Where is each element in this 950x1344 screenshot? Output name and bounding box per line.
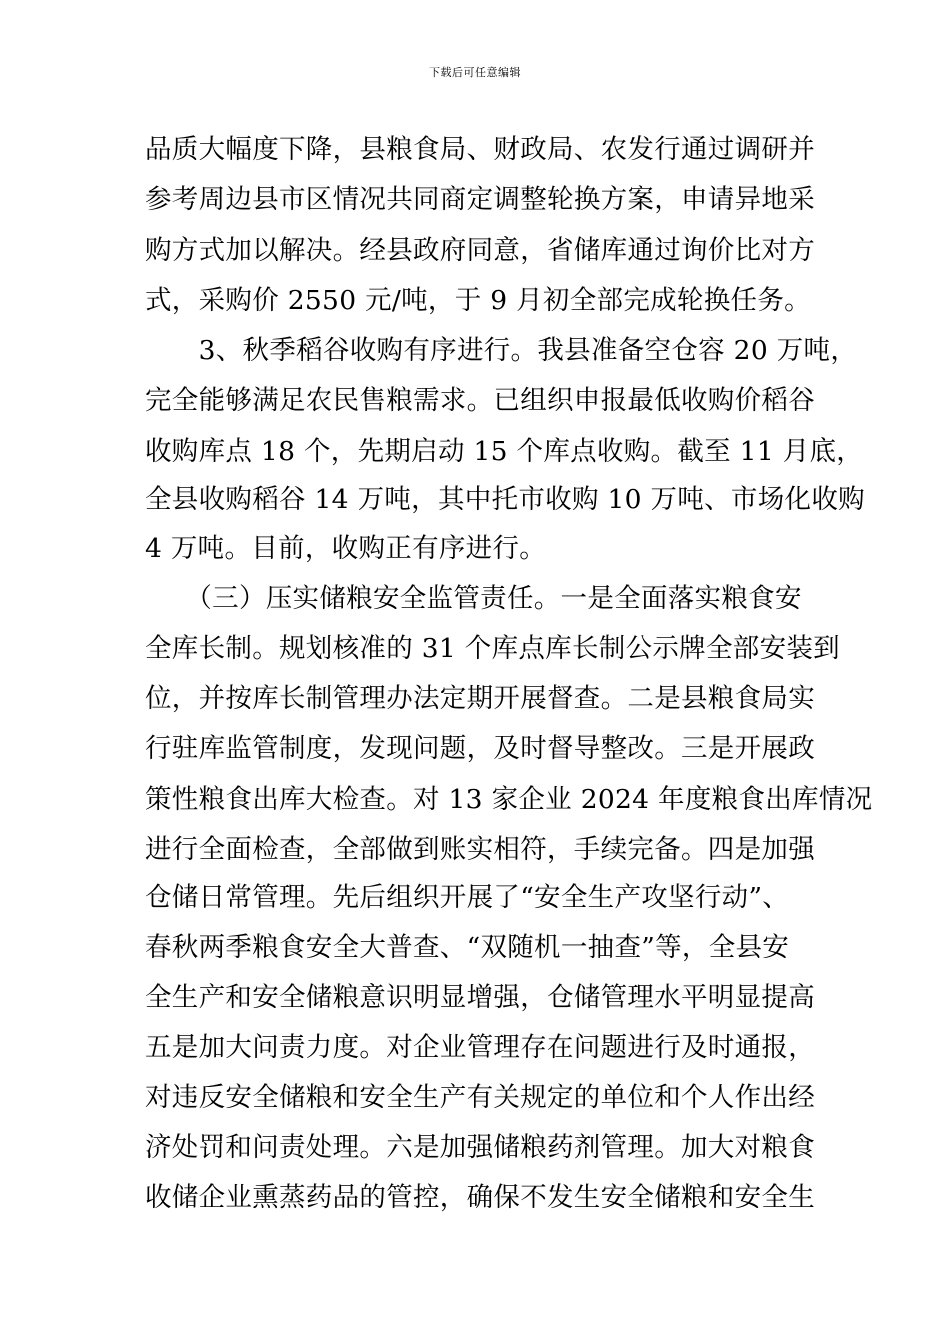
body-line-8: 全县收购稻谷 14 万吨，其中托市收购 10 万吨、市场化收购 [145,484,865,515]
page-header: 下载后可任意编辑 [429,66,521,79]
body-line-9: 4 万吨。目前，收购正有序进行。 [145,533,547,564]
body-line-18: 全生产和安全储粮意识明显增强，仓储管理水平明显提高 [145,982,815,1013]
body-line-19: 五是加大问责力度。对企业管理存在问题进行及时通报， [145,1032,815,1063]
body-line-1: 品质大幅度下降，县粮食局、财政局、农发行通过调研并 [145,134,815,165]
body-line-10: （三）压实储粮安全监管责任。一是全面落实粮食安 [145,583,802,614]
body-line-4: 式，采购价 2550 元/吨，于 9 月初全部完成轮换任务。 [145,285,811,316]
body-line-21: 济处罚和问责处理。六是加强储粮药剂管理。加大对粮食 [145,1132,815,1163]
body-line-6: 完全能够满足农民售粮需求。已组织申报最低收购价稻谷 [145,385,815,416]
body-line-17: 春秋两季粮食安全大普查、“双随机一抽查”等，全县安 [145,932,790,963]
body-line-13: 行驻库监管制度，发现问题，及时督导整改。三是开展政 [145,733,815,764]
body-line-16: 仓储日常管理。先后组织开展了“安全生产攻坚行动”、 [145,882,790,913]
body-line-20: 对违反安全储粮和安全生产有关规定的单位和个人作出经 [145,1082,815,1113]
body-line-7: 收购库点 18 个，先期启动 15 个库点收购。截至 11 月底， [145,436,864,467]
body-line-12: 位，并按库长制管理办法定期开展督查。二是县粮食局实 [145,683,815,714]
body-line-15: 进行全面检查，全部做到账实相符，手续完备。四是加强 [145,834,815,865]
body-line-2: 参考周边县市区情况共同商定调整轮换方案，申请异地采 [145,184,815,215]
body-line-14: 策性粮食出库大检查。对 13 家企业 2024 年度粮食出库情况 [145,784,873,815]
body-line-5: 3、秋季稻谷收购有序进行。我县准备空仓容 20 万吨， [145,335,858,366]
body-line-11: 全库长制。规划核准的 31 个库点库长制公示牌全部安装到 [145,633,840,664]
body-line-3: 购方式加以解决。经县政府同意，省储库通过询价比对方 [145,235,815,266]
body-line-22: 收储企业熏蒸药品的管控，确保不发生安全储粮和安全生 [145,1182,815,1213]
